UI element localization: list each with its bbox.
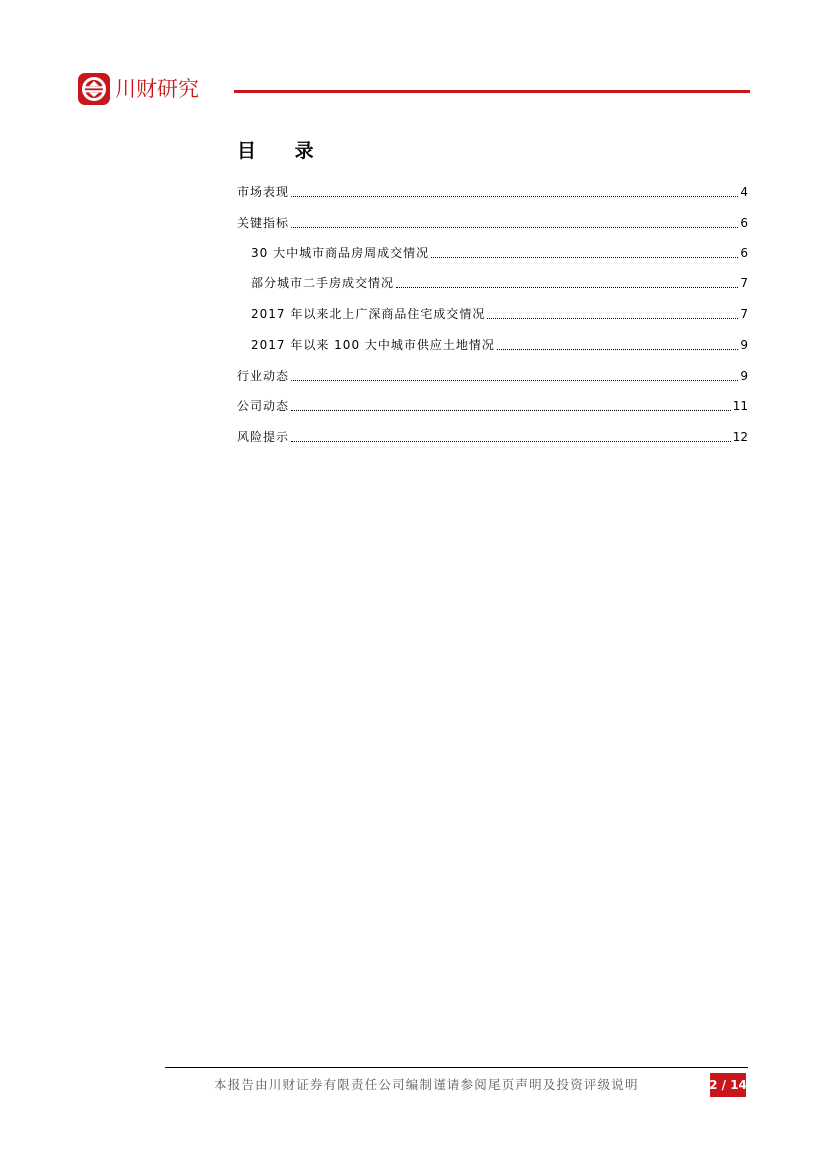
- toc-entry-label: 关键指标: [237, 216, 290, 230]
- toc-entry-page: 9: [740, 338, 748, 352]
- page-header: [78, 73, 750, 109]
- toc-entry-company-news[interactable]: [237, 396, 748, 414]
- toc-entry-page: 6: [740, 216, 748, 230]
- toc-entry-industry-news[interactable]: [237, 366, 748, 384]
- page-number-badge: 2 / 14: [710, 1073, 746, 1097]
- toc-leader-dots: [487, 317, 738, 319]
- toc-entry-30-cities-weekly[interactable]: [251, 243, 748, 261]
- toc-entry-page: 7: [740, 276, 748, 290]
- chuancai-logo-icon: [78, 73, 110, 105]
- toc-entry-label: 风险提示: [237, 430, 290, 444]
- toc-leader-dots: [431, 256, 738, 258]
- logo-text: 川财研究: [115, 77, 199, 101]
- toc-entry-label: 2017 年以来北上广深商品住宅成交情况: [251, 307, 486, 321]
- toc-entry-key-indicators[interactable]: [237, 213, 748, 231]
- toc-entry-second-hand-housing[interactable]: [251, 273, 748, 291]
- toc-leader-dots: [497, 348, 738, 350]
- toc-entry-risk-warning[interactable]: [237, 427, 748, 445]
- toc-leader-dots: [291, 440, 731, 442]
- toc-entry-label: 行业动态: [237, 369, 290, 383]
- toc-leader-dots: [291, 195, 738, 197]
- toc-leader-dots: [291, 226, 738, 228]
- toc-entry-page: 7: [740, 307, 748, 321]
- header-divider: [234, 90, 750, 93]
- toc-entry-label: 部分城市二手房成交情况: [251, 276, 395, 290]
- toc-entry-page: 4: [740, 185, 748, 199]
- toc-entry-tier1-residential[interactable]: [251, 304, 748, 322]
- footer-disclaimer: 本报告由川财证券有限责任公司编制谨请参阅尾页声明及投资评级说明: [214, 1077, 639, 1092]
- toc-title: 目 录: [237, 140, 330, 162]
- toc-leader-dots: [396, 286, 738, 288]
- toc-entry-market-performance[interactable]: [237, 182, 748, 200]
- toc-entry-page: 6: [740, 246, 748, 260]
- toc-entry-page: 11: [732, 399, 748, 413]
- toc-leader-dots: [291, 379, 738, 381]
- toc-leader-dots: [291, 409, 731, 411]
- footer-divider: [165, 1067, 748, 1068]
- toc-entry-label: 公司动态: [237, 399, 290, 413]
- toc-entry-label: 市场表现: [237, 185, 290, 199]
- toc-entry-100-cities-land-supply[interactable]: [251, 335, 748, 353]
- toc-entry-page: 12: [732, 430, 748, 444]
- toc-entry-label: 2017 年以来 100 大中城市供应土地情况: [251, 338, 495, 352]
- toc-entry-page: 9: [740, 369, 748, 383]
- toc-entry-label: 30 大中城市商品房周成交情况: [251, 246, 430, 260]
